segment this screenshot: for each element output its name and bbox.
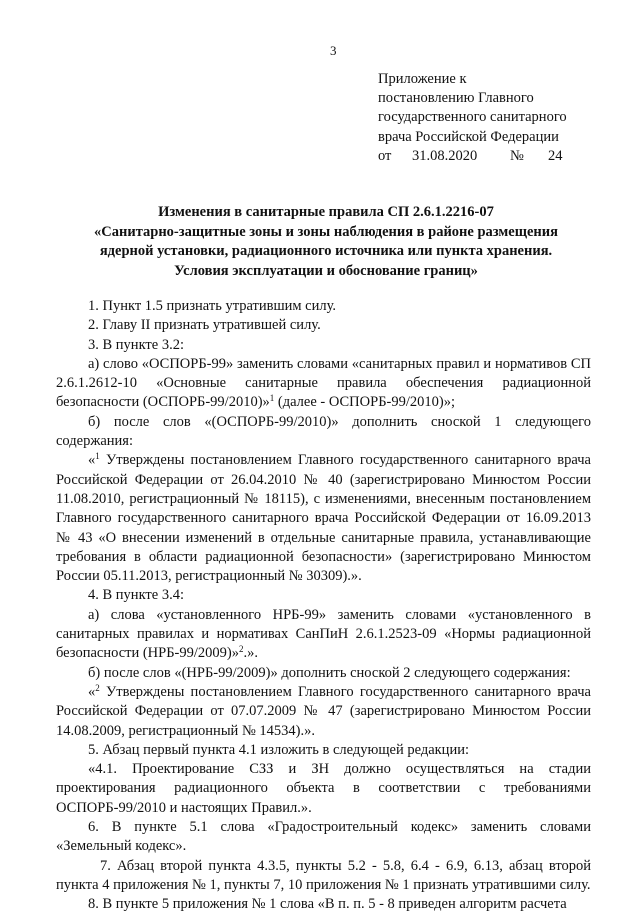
decree-number: 24: [548, 147, 563, 164]
paragraph-3a: [56, 355, 591, 413]
footnote-1-open: «: [88, 452, 96, 469]
footnote-2-mark: 2: [95, 682, 100, 693]
paragraph-3a-text: а) слово «ОСПОРБ-99» заменить словами «санитарных правил и нормативов СП 2.6.1.2612-10 «Основные санитарные правила обеспечения радиационной безопасности (ОСПОРБ-99/2010)»: [56, 355, 591, 411]
paragraph-5: 5. Абзац первый пункта 4.1 изложить в следующей редакции:: [88, 741, 469, 758]
footnote-ref-2: 2: [238, 644, 244, 655]
title-line: ядерной установки, радиационного источника или пункта хранения.: [99, 243, 553, 260]
footnote-2-text: [56, 683, 591, 741]
appendix-line: государственного санитарного: [378, 109, 567, 126]
appendix-line: Приложение к: [378, 71, 467, 87]
paragraph-3b: б) после слов «(ОСПОРБ-99/2010)» дополнить сноской 1 следующего содержания:: [56, 413, 591, 450]
paragraph-1: 1. Пункт 1.5 признать утратившим силу.: [88, 298, 337, 314]
title-line: «Санитарно-защитные зоны и зоны наблюдения в районе размещения: [94, 223, 558, 240]
footnote-1-body: Утверждены постановлением Главного государственного санитарного врача Российской Федерации от 26.04.2010 № 40 (зарегистрировано Минюстом России 11.08.2010, регистрационный № 18115), с изменениями, внесенным постановлением Главного государственного санитарного врача Российской Федерации от 16.09.2013 № 43 «О внесении изменений в отдельные санитарные правила, устанавливающие требования в области радиационной безопасности» (зарегистрировано Минюстом России 05.11.2013, регистрационный № 30309).».: [56, 452, 591, 585]
paragraph-4a: [56, 606, 591, 664]
document-body: [56, 297, 591, 915]
footnote-2-body: Утверждены постановлением Главного государственного санитарного врача Российской Федерации от 07.07.2009 № 47 (зарегистрировано Минюстом России 14.08.2009, регистрационный № 14534).».: [56, 683, 591, 739]
decree-date: 31.08.2020: [412, 147, 478, 164]
appendix-line: врача Российской Федерации: [378, 128, 559, 145]
appendix-line: постановлению Главного: [378, 90, 534, 107]
footnote-ref-1: 1: [269, 393, 275, 404]
paragraph-4b: б) после слов «(НРБ-99/2009)» дополнить сноской 2 следующего содержания:: [88, 664, 571, 681]
paragraph-3a-tail: (далее - ОСПОРБ-99/2010)»;: [274, 394, 455, 411]
footnote-2-open: «: [88, 683, 96, 700]
title-line: Условия эксплуатации и обоснование границ»: [174, 262, 478, 279]
footnote-1-mark: 1: [95, 451, 100, 462]
paragraph-4a-text: а) слова «установленного НРБ-99» заменить словами «установленного в санитарных правилах и нормативах СанПиН 2.6.1.2523-09 «Нормы радиационной безопасности (НРБ-99/2009)»: [56, 606, 591, 662]
paragraph-6: 6. В пункте 5.1 слова «Градостроительный кодекс» заменить словами «Земельный кодекс».: [56, 819, 591, 855]
page-number: 3: [330, 43, 337, 58]
document-title: [40, 203, 612, 281]
appendix-date-line: [378, 147, 618, 166]
number-sign: №: [510, 147, 524, 164]
title-line: Изменения в санитарные правила СП 2.6.1.2216-07: [158, 204, 494, 220]
paragraph-8: 8. В пункте 5 приложения № 1 слова «В п. п. 5 - 8 приведен алгоритм расчета: [88, 896, 567, 913]
paragraph-2: 2. Главу II признать утратившей силу.: [88, 317, 321, 334]
appendix-block: [378, 70, 618, 166]
footnote-1-text: [56, 451, 591, 586]
paragraph-4: 4. В пункте 3.4:: [88, 587, 184, 604]
paragraph-3: 3. В пункте 3.2:: [88, 336, 184, 353]
date-prefix: от: [378, 147, 392, 164]
paragraph-7: 7. Абзац второй пункта 4.3.5, пункты 5.2 - 5.8, 6.4 - 6.9, 6.13, абзац второй пункта 4 приложения № 1, пункты 7, 10 приложения № 1 признать утратившими силу.: [56, 857, 591, 893]
paragraph-4a-tail: .».: [243, 645, 258, 662]
paragraph-5-quote: «4.1. Проектирование СЗЗ и ЗН должно осуществляться на стадии проектирования радиационного объекта в соответствии с требованиями ОСПОРБ-99/2010 и настоящих Правил.».: [56, 761, 591, 816]
